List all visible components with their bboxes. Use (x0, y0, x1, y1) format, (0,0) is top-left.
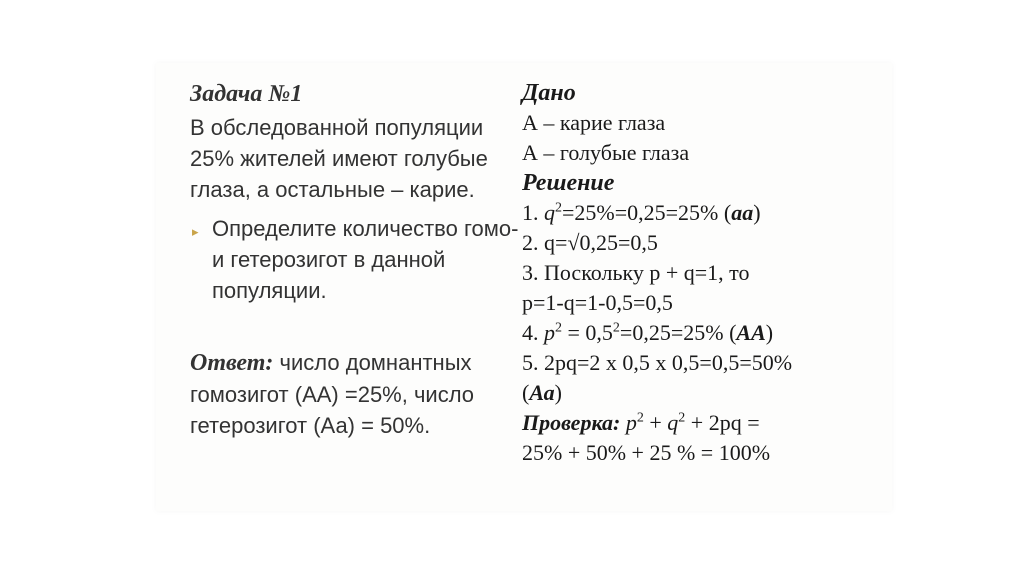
s5-genotype: Аа (529, 380, 555, 405)
bullet-text: Определите количество гомо- и гетерозигот в данной популяции. (212, 216, 519, 303)
s4-exp2: 2 (612, 320, 620, 336)
s1-exp: 2 (555, 200, 562, 216)
s4-prefix: 4. (522, 320, 544, 345)
s4-close: ) (765, 320, 774, 345)
s4-rest: =0,25=25% ( (619, 320, 737, 345)
check-p: p (620, 410, 637, 435)
solution-step-2: 2. q=√0,25=0,5 (522, 230, 658, 255)
solution-step-5b (522, 378, 882, 408)
task-column (190, 78, 520, 441)
check-label: Проверка: (522, 410, 621, 435)
s1-rest: =25%=0,25=25% ( (562, 200, 732, 225)
task-bullet (190, 213, 520, 306)
check-q-exp: 2 (678, 410, 686, 426)
s1-close: ) (753, 200, 761, 225)
s5-close: ) (554, 380, 562, 405)
s4-genotype: АА (736, 320, 766, 345)
s4-exp: 2 (555, 320, 562, 336)
solution-step-1 (522, 198, 882, 228)
check-q: q (667, 410, 679, 435)
task-text: В обследованной популяции 25% жителей имеют голубые глаза, а остальные – карие. (190, 115, 488, 202)
s1-genotype: аа (731, 200, 754, 225)
given-line-1: А – карие глаза (522, 110, 666, 135)
s4-var: p (544, 320, 555, 345)
solution-step-4 (522, 318, 882, 348)
solution-step-3a: 3. Поскольку p + q=1, то (522, 260, 750, 285)
check-line-2: 25% + 50% + 25 % = 100% (522, 440, 771, 465)
s5-open: ( (522, 380, 530, 405)
given-line-2: А – голубые глаза (522, 140, 690, 165)
triangle-bullet-icon: ▸ (192, 224, 199, 239)
answer (190, 347, 520, 441)
solution-column (522, 78, 882, 468)
answer-label: Ответ: (190, 350, 274, 376)
task-title: Задача №1 (190, 81, 303, 107)
answer-text: число домнантных гомозигот (АА) =25%, число гетерозигот (Аа) = 50%. (190, 350, 475, 438)
solution-step-3b: p=1-q=1-0,5=0,5 (522, 290, 673, 315)
check-line-1 (522, 408, 882, 438)
check-plus: + (643, 410, 668, 435)
check-rest: + 2pq = (685, 410, 760, 435)
solution-title: Решение (522, 170, 615, 196)
s4-mid: = 0,5 (562, 320, 613, 345)
check-p-exp: 2 (636, 410, 644, 426)
s1-var: q (544, 200, 555, 225)
solution-step-5a: 5. 2pq=2 х 0,5 х 0,5=0,5=50% (522, 350, 793, 375)
given-title: Дано (522, 80, 576, 106)
s1-prefix: 1. (522, 200, 544, 225)
